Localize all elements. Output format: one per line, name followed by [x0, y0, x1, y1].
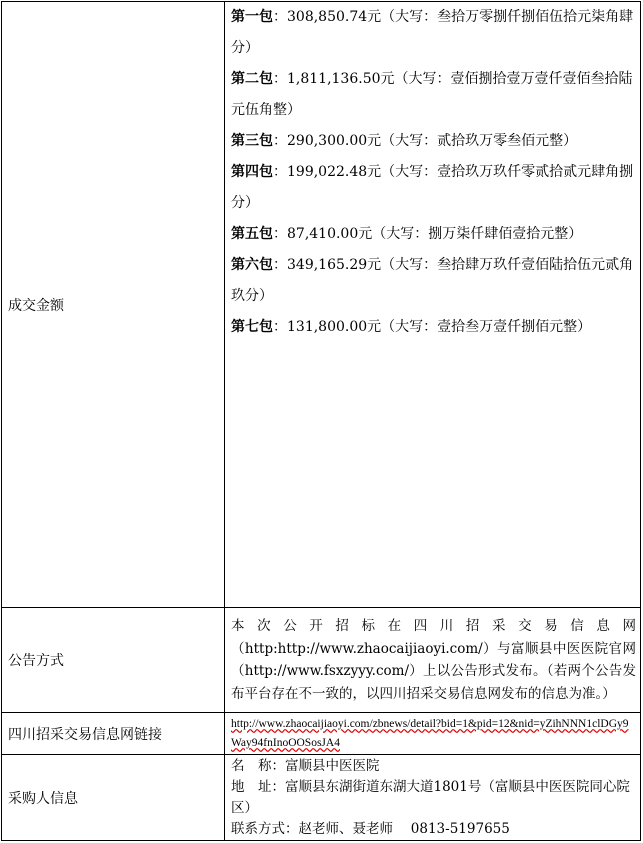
procurement-link[interactable]	[225, 713, 641, 755]
buyer-address: 地 址：富顺县东湖街道东湖大道1801号（富顺县中医医院同心院区）	[231, 778, 630, 816]
buyer-info	[225, 755, 641, 841]
package-amount: ：349,165.29元（大写：叁拾肆万玖仟壹佰陆拾伍元贰角玖分）	[231, 257, 634, 304]
notice-label: 公告方式	[2, 608, 225, 713]
notice-text: 本次公开招标在四川招采交易信息网（http:http://www.zhaocaijiaoyi.com/）与富顺县中医医院官网（http://www.fsxzyyy.com/）上以公告形式发布。（若两个公告发布平台存在不一致的，以四川招采交易信息网发布的信息为准。）	[225, 608, 641, 713]
package-item	[231, 64, 636, 126]
package-amount: ：131,800.00元（大写：壹拾叁万壹仟捌佰元整）	[273, 319, 592, 335]
package-amount: ：199,022.48元（大写：壹拾玖万玖仟零贰拾贰元肆角捌分）	[231, 164, 634, 211]
package-name: 第六包	[231, 257, 273, 273]
buyer-contact: 联系方式：赵老师、聂老师 0813-5197655	[231, 820, 510, 837]
package-amount: ：87,410.00元（大写：捌万柒仟肆佰壹拾元整）	[273, 226, 583, 242]
package-name: 第四包	[231, 164, 273, 180]
package-name: 第二包	[231, 71, 273, 87]
amount-value	[225, 2, 641, 608]
package-item	[231, 250, 636, 312]
package-name: 第五包	[231, 226, 273, 242]
buyer-name: 名 称：富顺县中医医院	[231, 757, 380, 774]
procurement-link-text[interactable]: http://www.zhaocaijiaoyi.com/zbnews/detail?bid=1&pid=12&nid=yZihNNN1clDGy9Way94fnInoOOSosJA4	[231, 717, 629, 749]
package-name: 第一包	[231, 9, 273, 25]
package-item	[231, 312, 636, 343]
package-item	[231, 219, 636, 250]
link-label: 四川招采交易信息网链接	[2, 713, 225, 755]
buyer-label: 采购人信息	[2, 755, 225, 841]
package-name: 第七包	[231, 319, 273, 335]
amount-label: 成交金额	[2, 2, 225, 608]
package-amount: ：290,300.00元（大写：贰拾玖万零叁佰元整）	[273, 133, 578, 149]
package-name: 第三包	[231, 133, 273, 149]
package-item	[231, 2, 636, 64]
info-table	[1, 1, 641, 841]
package-list	[231, 2, 636, 343]
package-item	[231, 157, 636, 219]
package-amount: ：308,850.74元（大写：叁拾万零捌仟捌佰伍拾元柒角肆分）	[231, 9, 634, 56]
package-item	[231, 126, 636, 157]
package-amount: ：1,811,136.50元（大写：壹佰捌拾壹万壹仟壹佰叁拾陆元伍角整）	[231, 71, 633, 118]
